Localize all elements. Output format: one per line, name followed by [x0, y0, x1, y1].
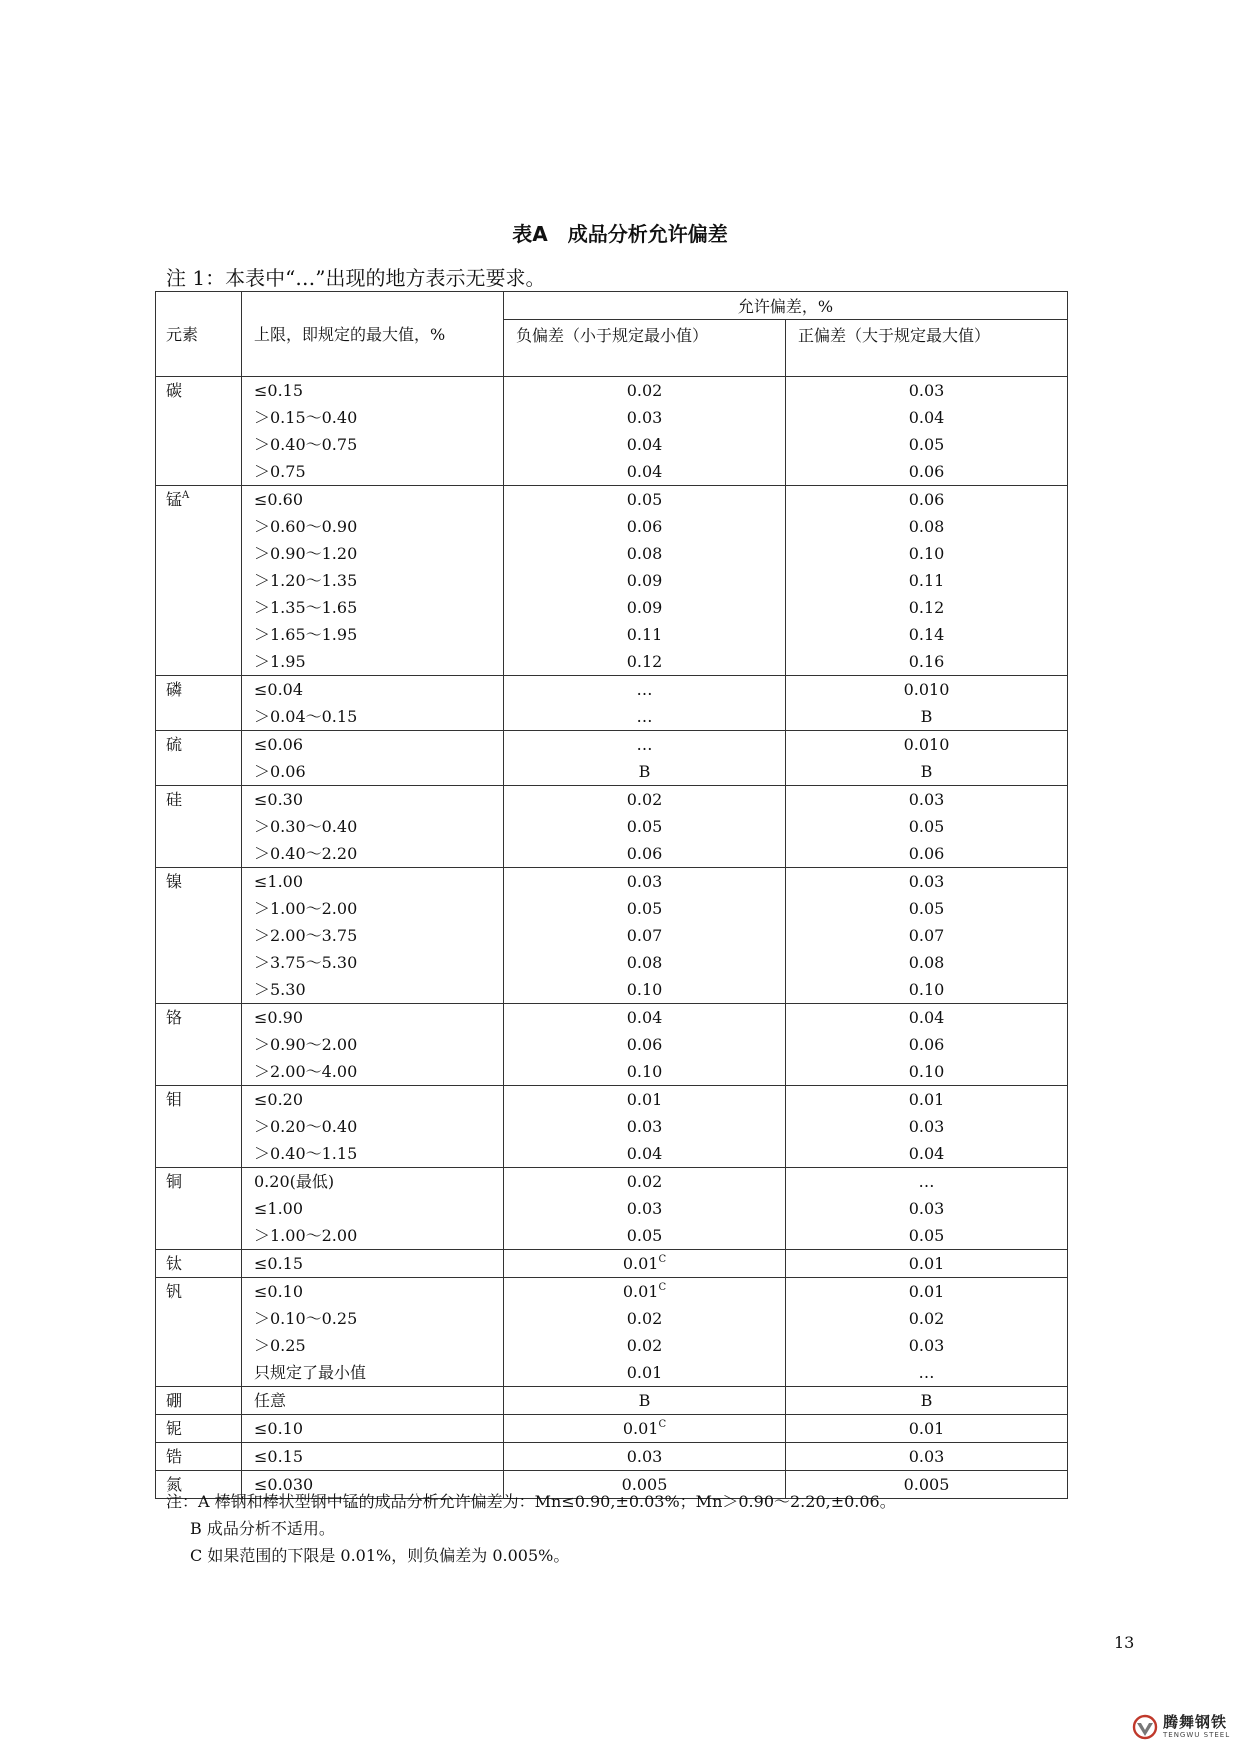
- element-cell: [156, 1004, 242, 1086]
- element-group-row: [156, 1415, 1068, 1443]
- positive-tolerance: 0.03: [908, 381, 945, 400]
- positive-tolerance-cell: [786, 1168, 1068, 1250]
- positive-tolerance: …: [918, 1363, 935, 1382]
- negative-tolerance: 0.005: [621, 1475, 668, 1494]
- negative-tolerance: 0.05: [626, 490, 663, 509]
- negative-tolerance: …: [636, 735, 653, 754]
- positive-tolerance: 0.010: [903, 735, 950, 754]
- header-limit: 上限，即规定的最大值，%: [242, 292, 504, 377]
- limit-value: ≤0.10: [254, 1282, 304, 1301]
- limit-value: ＞1.65～1.95: [254, 625, 358, 644]
- positive-tolerance: 0.01: [908, 1419, 945, 1438]
- negative-tolerance-cell: [504, 1250, 786, 1278]
- header-positive: 正偏差（大于规定最大值）: [786, 320, 1068, 377]
- limit-value: ≤0.06: [254, 735, 304, 754]
- negative-tolerance: 0.04: [626, 462, 663, 481]
- positive-tolerance: 0.11: [908, 571, 945, 590]
- limit-value: ≤0.60: [254, 490, 304, 509]
- positive-tolerance-cell: [786, 731, 1068, 786]
- limit-value-cell: [242, 1086, 504, 1168]
- table-title: 表A 成品分析允许偏差: [512, 222, 728, 246]
- limit-value: 只规定了最小值: [254, 1363, 367, 1382]
- limit-value: ＞0.20～0.40: [254, 1117, 358, 1136]
- positive-tolerance: 0.10: [908, 980, 945, 999]
- footnote-marker: C: [658, 1282, 667, 1293]
- positive-tolerance: 0.10: [908, 1062, 945, 1081]
- negative-tolerance: 0.05: [626, 817, 663, 836]
- negative-tolerance: 0.05: [626, 899, 663, 918]
- positive-tolerance: 0.04: [908, 1008, 945, 1027]
- element-name: 铌: [166, 1419, 183, 1438]
- element-cell: [156, 486, 242, 676]
- header-tolerance: 允许偏差，%: [504, 292, 1068, 320]
- element-group-row: [156, 1387, 1068, 1415]
- limit-value: 0.20(最低): [254, 1172, 335, 1191]
- footnote-marker: A: [182, 490, 190, 501]
- negative-tolerance: 0.06: [626, 1035, 663, 1054]
- element-name: 氮: [166, 1475, 183, 1494]
- positive-tolerance-cell: [786, 868, 1068, 1004]
- negative-tolerance: 0.08: [626, 544, 663, 563]
- limit-value-cell: [242, 786, 504, 868]
- element-group-row: [156, 486, 1068, 676]
- element-name: 锰: [166, 490, 183, 509]
- positive-tolerance-cell: [786, 786, 1068, 868]
- negative-tolerance: 0.01: [622, 1282, 659, 1301]
- negative-tolerance-cell: [504, 1278, 786, 1387]
- footnote-b: B 成品分析不适用。: [190, 1519, 335, 1538]
- element-cell: [156, 1443, 242, 1471]
- negative-tolerance: 0.02: [626, 1172, 663, 1191]
- positive-tolerance-cell: [786, 676, 1068, 731]
- limit-value-cell: [242, 1004, 504, 1086]
- element-name: 碳: [166, 381, 183, 400]
- negative-tolerance: 0.08: [626, 953, 663, 972]
- limit-value: ＞1.95: [254, 652, 306, 671]
- element-name: 硅: [166, 790, 183, 809]
- element-cell: [156, 377, 242, 486]
- limit-value-cell: [242, 676, 504, 731]
- positive-tolerance: 0.02: [908, 1309, 945, 1328]
- tengwu-logo-icon: [1132, 1714, 1160, 1740]
- limit-value: ＞0.04～0.15: [254, 707, 358, 726]
- element-group-row: [156, 868, 1068, 1004]
- limit-value: ＞0.60～0.90: [254, 517, 358, 536]
- negative-tolerance: 0.06: [626, 844, 663, 863]
- positive-tolerance: 0.08: [908, 517, 945, 536]
- positive-tolerance-cell: [786, 1250, 1068, 1278]
- positive-tolerance: 0.08: [908, 953, 945, 972]
- limit-value: ＞0.40～1.15: [254, 1144, 358, 1163]
- element-name: 铜: [166, 1172, 183, 1191]
- limit-value: 任意: [254, 1391, 287, 1410]
- limit-value: ≤0.10: [254, 1419, 304, 1438]
- negative-tolerance: 0.11: [626, 625, 663, 644]
- negative-tolerance-cell: [504, 1004, 786, 1086]
- negative-tolerance: 0.01: [622, 1254, 659, 1273]
- element-name: 钒: [166, 1282, 183, 1301]
- logo-en-text: TENGWU STEEL: [1163, 1731, 1231, 1739]
- element-group-row: [156, 1250, 1068, 1278]
- negative-tolerance-cell: [504, 731, 786, 786]
- limit-value: ≤0.15: [254, 1447, 304, 1466]
- element-cell: [156, 1278, 242, 1387]
- positive-tolerance: 0.06: [908, 462, 945, 481]
- limit-value: ＞0.40～2.20: [254, 844, 358, 863]
- negative-tolerance: 0.02: [626, 1309, 663, 1328]
- negative-tolerance: 0.04: [626, 1144, 663, 1163]
- element-name: 硫: [166, 735, 183, 754]
- table-body: [156, 377, 1068, 1499]
- positive-tolerance-cell: [786, 1004, 1068, 1086]
- limit-value-cell: [242, 377, 504, 486]
- footnote-a: 注：A 棒钢和棒状型钢中锰的成品分析允许偏差为：Mn≤0.90,±0.03%；Mn＞0.90～2.20,±0.06。: [166, 1492, 896, 1511]
- limit-value: ＞0.90～1.20: [254, 544, 358, 563]
- element-cell: [156, 1387, 242, 1415]
- negative-tolerance: 0.03: [626, 1447, 663, 1466]
- element-cell: [156, 1415, 242, 1443]
- negative-tolerance-cell: [504, 486, 786, 676]
- limit-value: ＞2.00～3.75: [254, 926, 358, 945]
- element-name: 镍: [166, 872, 183, 891]
- negative-tolerance: …: [636, 680, 653, 699]
- tolerance-table: [155, 291, 1068, 1499]
- negative-tolerance-cell: [504, 868, 786, 1004]
- element-name: 硼: [166, 1391, 183, 1410]
- limit-value: ＞1.35～1.65: [254, 598, 358, 617]
- negative-tolerance: 0.09: [626, 571, 663, 590]
- limit-value: ＞0.06: [254, 762, 306, 781]
- element-group-row: [156, 1086, 1068, 1168]
- limit-value: ＞1.00～2.00: [254, 899, 358, 918]
- element-group-row: [156, 1004, 1068, 1086]
- limit-value: ≤0.90: [254, 1008, 304, 1027]
- positive-tolerance-cell: [786, 1443, 1068, 1471]
- positive-tolerance-cell: [786, 1086, 1068, 1168]
- limit-value: ＞0.90～2.00: [254, 1035, 358, 1054]
- positive-tolerance: 0.01: [908, 1282, 945, 1301]
- element-name: 钼: [166, 1090, 183, 1109]
- element-name: 磷: [166, 680, 183, 699]
- positive-tolerance: 0.010: [903, 680, 950, 699]
- negative-tolerance: B: [638, 762, 651, 781]
- positive-tolerance: 0.16: [908, 652, 945, 671]
- limit-value: ＞0.15～0.40: [254, 408, 358, 427]
- negative-tolerance: 0.03: [626, 872, 663, 891]
- positive-tolerance: 0.03: [908, 1336, 945, 1355]
- limit-value: ≤0.04: [254, 680, 304, 699]
- limit-value: ＞0.40～0.75: [254, 435, 358, 454]
- positive-tolerance: 0.03: [908, 790, 945, 809]
- element-cell: [156, 1086, 242, 1168]
- positive-tolerance: 0.06: [908, 844, 945, 863]
- limit-value-cell: [242, 731, 504, 786]
- positive-tolerance: 0.03: [908, 872, 945, 891]
- negative-tolerance: 0.09: [626, 598, 663, 617]
- negative-tolerance-cell: [504, 1387, 786, 1415]
- limit-value: ＞0.30～0.40: [254, 817, 358, 836]
- negative-tolerance: 0.02: [626, 1336, 663, 1355]
- positive-tolerance: 0.14: [908, 625, 945, 644]
- element-group-row: [156, 1443, 1068, 1471]
- footnote-marker: C: [658, 1419, 667, 1430]
- limit-value: ≤0.15: [254, 1254, 304, 1273]
- limit-value: ＞0.25: [254, 1336, 306, 1355]
- negative-tolerance: 0.03: [626, 408, 663, 427]
- positive-tolerance: 0.05: [908, 817, 945, 836]
- element-cell: [156, 786, 242, 868]
- negative-tolerance: 0.10: [626, 1062, 663, 1081]
- positive-tolerance: 0.01: [908, 1254, 945, 1273]
- limit-value: ＞3.75～5.30: [254, 953, 358, 972]
- limit-value: ≤0.30: [254, 790, 304, 809]
- positive-tolerance: 0.03: [908, 1199, 945, 1218]
- element-group-row: [156, 731, 1068, 786]
- limit-value-cell: [242, 1250, 504, 1278]
- positive-tolerance-cell: [786, 377, 1068, 486]
- positive-tolerance: 0.06: [908, 1035, 945, 1054]
- element-name: 钛: [166, 1254, 183, 1273]
- table-note: 注 1：本表中“…”出现的地方表示无要求。: [166, 266, 546, 290]
- page-number: 13: [1114, 1633, 1135, 1652]
- negative-tolerance: 0.01: [626, 1090, 663, 1109]
- limit-value: ＞1.00～2.00: [254, 1226, 358, 1245]
- limit-value: ＞1.20～1.35: [254, 571, 358, 590]
- footnote-marker: C: [658, 1254, 667, 1265]
- positive-tolerance: B: [920, 707, 933, 726]
- positive-tolerance: 0.03: [908, 1447, 945, 1466]
- negative-tolerance-cell: [504, 676, 786, 731]
- limit-value-cell: [242, 1415, 504, 1443]
- positive-tolerance: 0.04: [908, 408, 945, 427]
- header-element: 元素: [156, 292, 242, 377]
- limit-value: ＞5.30: [254, 980, 306, 999]
- limit-value: ≤0.20: [254, 1090, 304, 1109]
- element-name: 铬: [166, 1008, 183, 1027]
- negative-tolerance-cell: [504, 1168, 786, 1250]
- limit-value: ≤1.00: [254, 1199, 304, 1218]
- positive-tolerance: 0.005: [903, 1475, 950, 1494]
- limit-value-cell: [242, 1168, 504, 1250]
- negative-tolerance: 0.04: [626, 1008, 663, 1027]
- limit-value: ≤0.15: [254, 381, 304, 400]
- negative-tolerance: 0.01: [626, 1363, 663, 1382]
- negative-tolerance: 0.06: [626, 517, 663, 536]
- negative-tolerance: …: [636, 707, 653, 726]
- negative-tolerance: 0.12: [626, 652, 663, 671]
- limit-value: ≤1.00: [254, 872, 304, 891]
- positive-tolerance: 0.05: [908, 1226, 945, 1245]
- positive-tolerance: 0.06: [908, 490, 945, 509]
- element-cell: [156, 1250, 242, 1278]
- positive-tolerance: 0.07: [908, 926, 945, 945]
- positive-tolerance: 0.03: [908, 1117, 945, 1136]
- brand-logo: [1132, 1714, 1230, 1740]
- limit-value: ＞0.75: [254, 462, 306, 481]
- negative-tolerance: 0.02: [626, 790, 663, 809]
- negative-tolerance-cell: [504, 1443, 786, 1471]
- negative-tolerance: 0.02: [626, 381, 663, 400]
- element-cell: [156, 731, 242, 786]
- limit-value: ≤0.030: [254, 1475, 314, 1494]
- negative-tolerance: 0.03: [626, 1117, 663, 1136]
- positive-tolerance: …: [918, 1172, 935, 1191]
- positive-tolerance-cell: [786, 1415, 1068, 1443]
- header-negative: 负偏差（小于规定最小值）: [504, 320, 786, 377]
- limit-value: ＞0.10～0.25: [254, 1309, 358, 1328]
- negative-tolerance: 0.10: [626, 980, 663, 999]
- positive-tolerance: B: [920, 762, 933, 781]
- positive-tolerance: 0.10: [908, 544, 945, 563]
- negative-tolerance-cell: [504, 786, 786, 868]
- positive-tolerance: 0.01: [908, 1090, 945, 1109]
- positive-tolerance: 0.05: [908, 435, 945, 454]
- negative-tolerance-cell: [504, 377, 786, 486]
- negative-tolerance: 0.07: [626, 926, 663, 945]
- positive-tolerance: B: [920, 1391, 933, 1410]
- limit-value-cell: [242, 1443, 504, 1471]
- negative-tolerance-cell: [504, 1086, 786, 1168]
- positive-tolerance-cell: [786, 1278, 1068, 1387]
- positive-tolerance: 0.04: [908, 1144, 945, 1163]
- element-group-row: [156, 786, 1068, 868]
- negative-tolerance-cell: [504, 1415, 786, 1443]
- negative-tolerance: 0.01: [622, 1419, 659, 1438]
- negative-tolerance: 0.04: [626, 435, 663, 454]
- element-cell: [156, 676, 242, 731]
- limit-value: ＞2.00～4.00: [254, 1062, 358, 1081]
- element-group-row: [156, 676, 1068, 731]
- positive-tolerance-cell: [786, 1387, 1068, 1415]
- negative-tolerance: 0.03: [626, 1199, 663, 1218]
- footnote-c: C 如果范围的下限是 0.01%，则负偏差为 0.005%。: [190, 1546, 570, 1565]
- element-group-row: [156, 1278, 1068, 1387]
- negative-tolerance: B: [638, 1391, 651, 1410]
- element-name: 锆: [166, 1447, 183, 1466]
- limit-value-cell: [242, 868, 504, 1004]
- limit-value-cell: [242, 1387, 504, 1415]
- positive-tolerance-cell: [786, 486, 1068, 676]
- limit-value-cell: [242, 1278, 504, 1387]
- positive-tolerance: 0.12: [908, 598, 945, 617]
- limit-value-cell: [242, 486, 504, 676]
- negative-tolerance: 0.05: [626, 1226, 663, 1245]
- logo-cn-text: 腾舞钢铁: [1163, 1713, 1228, 1731]
- element-group-row: [156, 1168, 1068, 1250]
- element-group-row: [156, 377, 1068, 486]
- positive-tolerance: 0.05: [908, 899, 945, 918]
- element-cell: [156, 1168, 242, 1250]
- element-cell: [156, 868, 242, 1004]
